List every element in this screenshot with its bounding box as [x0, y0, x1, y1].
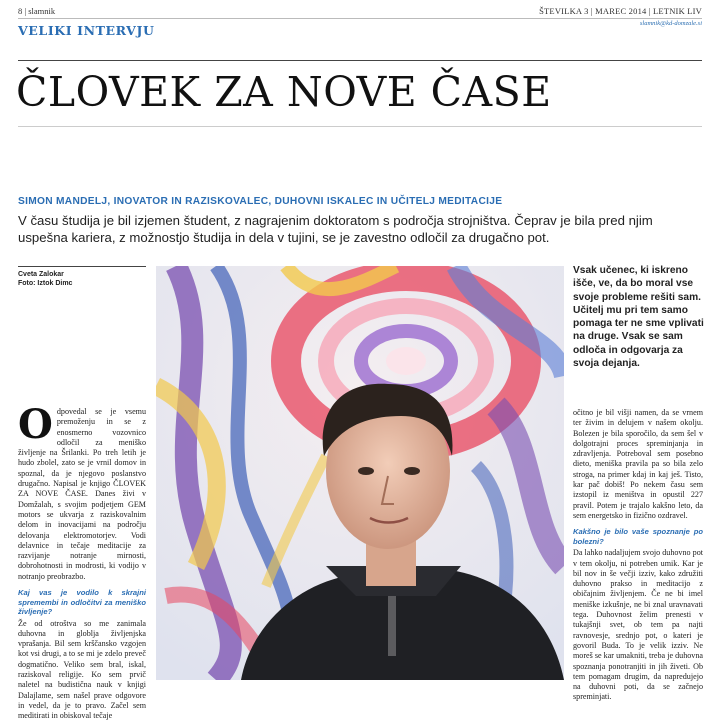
divider	[18, 126, 702, 127]
right-column	[573, 408, 703, 703]
interview-question: Kaj vas je vodilo k skrajni spremembi in odločitvi za meniško življenje?	[18, 588, 146, 617]
byline	[18, 270, 72, 288]
left-column	[18, 401, 146, 722]
author-name: Cveta Zalokar	[18, 271, 64, 278]
article-subtitle: SIMON MANDELJ, INOVATOR IN RAZISKOVALEC, DUHOVNI ISKALEC IN UČITELJ MEDITACIJE	[18, 196, 503, 207]
article-photo	[156, 266, 564, 680]
drop-cap: O	[18, 401, 53, 448]
paragraph: dpovedal se je vsemu premoženju in se z enosmerno vozovnico odločil za meniško življenje na Šrilanki. Po treh letih je hudo zbolel, zato se je vrnil domov in spoznal, da je njegovo poslanstvo drugačno. Napisal je knjigo ČLOVEK ZA NOVE ČASE. Danes živi v Domžalah, s svojim podjetjem GEM motors se ukvarja z raziskovalnim delom in inovacijami na področju delovanja elektromotorjev. Vodi delavnice in tečaje meditacije za razvijanje notranje mirnosti, dobrohotnosti in modrosti, ki vodijo v notranjo preobrazbo.	[18, 407, 146, 581]
paragraph: Da lahko nadaljujem svojo duhovno pot v tem okolju, ni potreben umik. Kar je bil nov in še večji izziv, kako združiti duhovno prakso in meditacijo z običajnim življenjem. Če ne bi imel meniške izkušnje, ne bi znal uravnavati tega. Duhovnost želim prenesti v tukajšnji svet, ob tem pa najti ravnovesje, srednjo pot, o kateri je govoril Buda. To je velik izziv. Ne moreš se kar umakniti, treba je duhovna spoznanja ponotranjiti in jih živeti. Ob tem pomagam drugim, da napredujejo na duhovni poti, da se začnejo spreminjati.	[573, 548, 703, 702]
contact-email[interactable]: slamnik@kd-domzale.si	[639, 20, 702, 27]
divider	[18, 266, 146, 267]
page-folio: 8 | slamnik	[18, 6, 56, 16]
article-lead: V času študija je bil izjemen študent, z nagrajenim doktoratom s področja strojništva. Čeprav je bila pred njim uspešna kariera, z možnostjo študija in dela v tujini, se je zavestno odločil za drugačno pot.	[18, 213, 653, 245]
divider	[18, 60, 702, 61]
pull-quote: Vsak učenec, ki iskreno išče, ve, da bo moral vse svoje probleme rešiti sam. Učitelj mu pri tem samo pomaga ter ne sme vplivati na druge. Vsak se sam odloča in odgovarja za svoja dejanja.	[573, 265, 704, 370]
paragraph: očitno je bil višji namen, da se vrnem ter živim in delujem v našem okolju. Bolezen je bila sporočilo, da sem šel v dolgotrajni proces spreminjanja in zdravljenja. Potreboval sem posebno dieto, meniška pravila pa so bila zelo stroga, na primer kdaj in kaj ješ. Tisto, kar pač dobiš! Po nekem času sem izstopil iz meništva in opustil 227 pravil. Potem je trajalo kakšno leto, da sem energetsko in fizično ozdravel.	[573, 408, 703, 520]
article-title: ČLOVEK ZA NOVE ČASE	[16, 68, 552, 116]
paragraph: Že od otroštva so me zanimala duhovna in globlja življenjska vprašanja. Bil sem krščansko vzgojen kot vsi drugi, a to se mi je zdelo preveč dogmatično. Veliko sem bral, iskal, raziskoval religije. Ko sem prvič naletel na budistična nauk v knjigi Dalajlame, sem našel prave odgovore in vedel, da je to pravo. Začel sem meditirati in obiskoval tečaje	[18, 618, 146, 721]
photo-credit: Foto: Iztok Dimc	[18, 280, 73, 287]
section-label: VELIKI INTERVJU	[18, 23, 155, 38]
issue-info: ŠTEVILKA 3 | MAREC 2014 | LETNIK LIV	[539, 6, 702, 16]
portrait-photo	[156, 266, 564, 680]
interview-question: Kakšno je bilo vaše spoznanje po bolezni?	[573, 527, 703, 546]
page-header	[18, 4, 702, 19]
